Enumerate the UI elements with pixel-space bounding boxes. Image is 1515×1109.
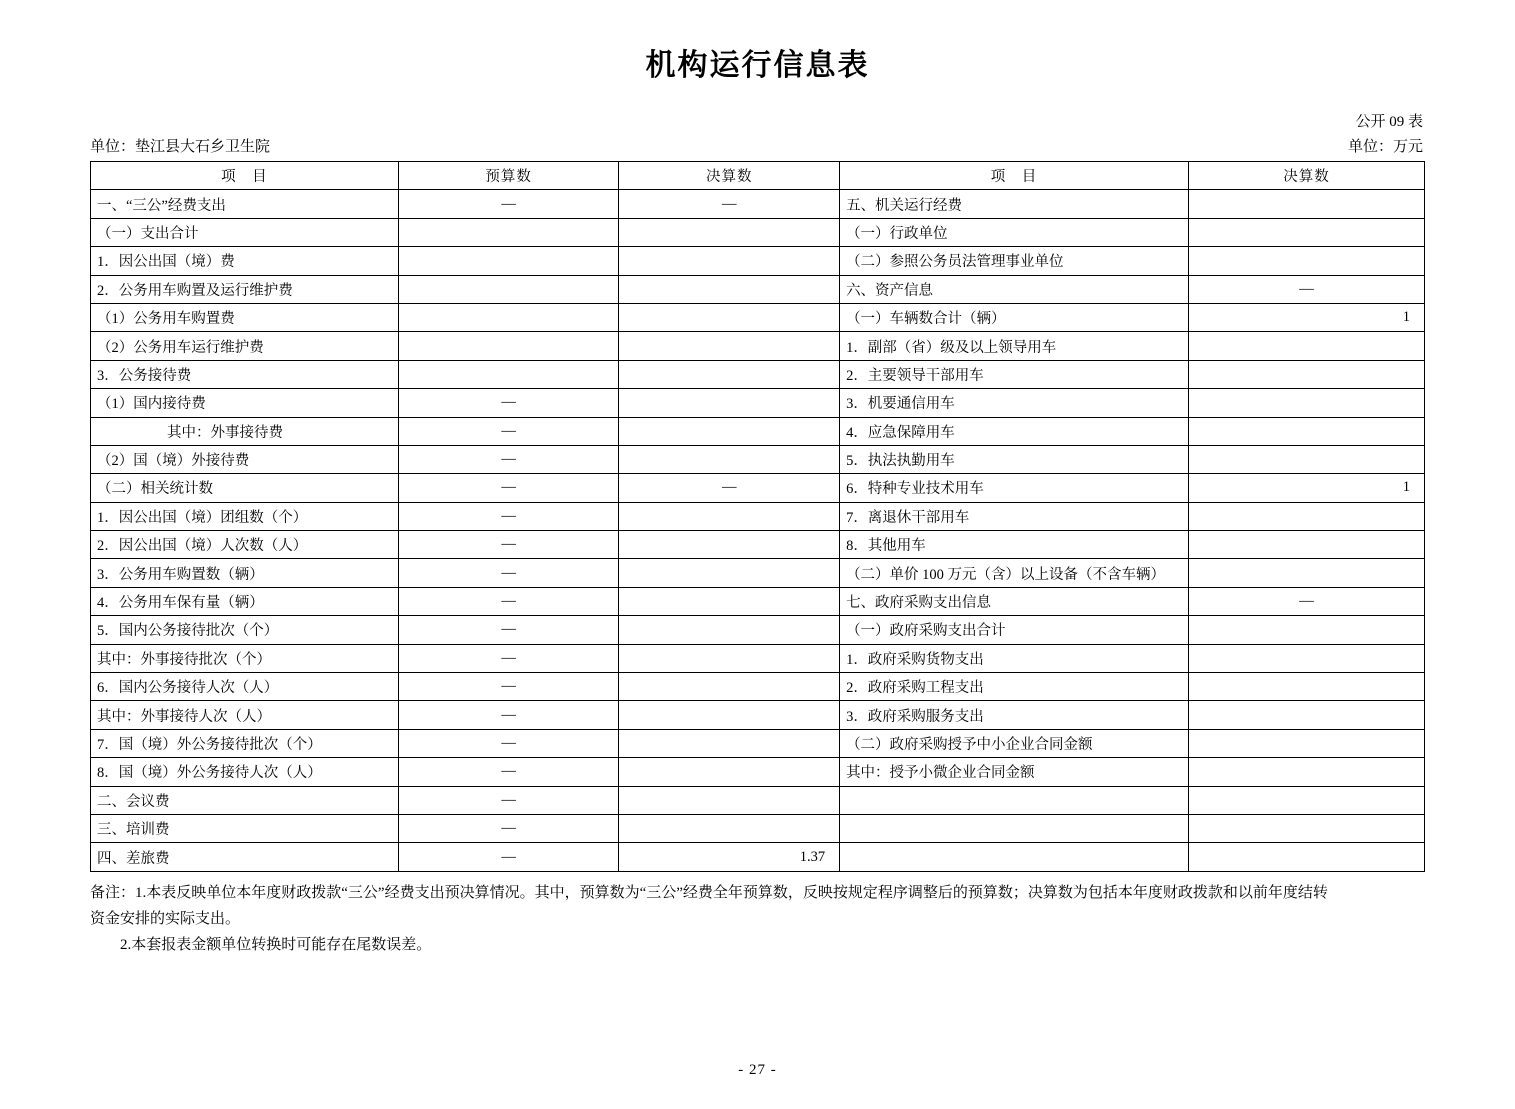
page-title: 机构运行信息表 <box>645 49 870 82</box>
row-label-left: （1）国内接待费 <box>91 389 399 417</box>
row-label-left: （一）支出合计 <box>91 218 399 246</box>
row-final-value <box>619 616 840 644</box>
table-row <box>91 332 1425 360</box>
row-budget-value: — <box>398 701 619 729</box>
row-final-value: 1.37 <box>619 843 840 871</box>
header-cell-项目-left: 项 目 <box>91 162 399 190</box>
row-budget-value: — <box>398 673 619 701</box>
row-right-final-value <box>1188 502 1424 530</box>
row-label-right: 4．应急保障用车 <box>840 417 1189 445</box>
row-budget-value: — <box>398 786 619 814</box>
row-right-final-value <box>1188 360 1424 388</box>
row-label-left: （1）公务用车购置费 <box>91 303 399 331</box>
table-notes <box>90 880 1425 959</box>
row-right-final-value: — <box>1188 587 1424 615</box>
row-right-final-value: — <box>1188 275 1424 303</box>
row-label-right: 1．政府采购货物支出 <box>840 644 1189 672</box>
table-row <box>91 531 1425 559</box>
row-final-value <box>619 389 840 417</box>
table-header-row <box>91 162 1425 190</box>
row-right-final-value <box>1188 332 1424 360</box>
row-label-right: （二）政府采购授予中小企业合同金额 <box>840 729 1189 757</box>
table-row <box>91 644 1425 672</box>
row-right-final-value: 1 <box>1188 303 1424 331</box>
table-row <box>91 502 1425 530</box>
row-label-left: 其中：外事接待人次（人） <box>91 701 399 729</box>
row-label-left: 2．公务用车购置及运行维护费 <box>91 275 399 303</box>
row-budget-value <box>398 247 619 275</box>
row-label-left: 四、差旅费 <box>91 843 399 871</box>
row-budget-value: — <box>398 729 619 757</box>
row-label-right <box>840 786 1189 814</box>
form-number: 公开 09 表 <box>1355 114 1423 130</box>
header-cell-项目-right: 项 目 <box>840 162 1189 190</box>
row-budget-value: — <box>398 559 619 587</box>
currency-unit: 单位：万元 <box>1347 139 1423 155</box>
table-row <box>91 275 1425 303</box>
row-label-right: （一）行政单位 <box>840 218 1189 246</box>
row-label-right: （二）单价 100 万元（含）以上设备（不含车辆） <box>840 559 1189 587</box>
table-row <box>91 474 1425 502</box>
row-budget-value <box>398 275 619 303</box>
row-label-left: 8．国（境）外公务接待人次（人） <box>91 758 399 786</box>
row-label-right: 5．执法执勤用车 <box>840 445 1189 473</box>
row-final-value <box>619 417 840 445</box>
row-final-value <box>619 673 840 701</box>
row-label-left: 一、“三公”经费支出 <box>91 190 399 218</box>
note-line-1: 备注：1.本表反映单位本年度财政拨款“三公”经费支出预决算情况。其中，预算数为“三公”经费全年预算数，反映按规定程序调整后的预算数；决算数为包括本年度财政拨款和以前年度结转 <box>90 884 1328 901</box>
row-budget-value <box>398 360 619 388</box>
row-budget-value: — <box>398 587 619 615</box>
row-final-value <box>619 275 840 303</box>
row-right-final-value <box>1188 190 1424 218</box>
row-label-left: 7．国（境）外公务接待批次（个） <box>91 729 399 757</box>
row-label-right: 2．政府采购工程支出 <box>840 673 1189 701</box>
table-row <box>91 814 1425 842</box>
row-right-final-value <box>1188 417 1424 445</box>
row-label-right: 8．其他用车 <box>840 531 1189 559</box>
row-final-value <box>619 814 840 842</box>
row-label-left: （2）国（境）外接待费 <box>91 445 399 473</box>
row-budget-value <box>398 218 619 246</box>
row-label-right: （一）车辆数合计（辆） <box>840 303 1189 331</box>
row-final-value <box>619 445 840 473</box>
row-final-value <box>619 332 840 360</box>
row-final-value <box>619 502 840 530</box>
row-label-right: 五、机关运行经费 <box>840 190 1189 218</box>
meta-row <box>90 135 1425 156</box>
operation-info-table <box>90 161 1425 872</box>
document-page <box>0 40 1515 1109</box>
note-line-2: 资金安排的实际支出。 <box>90 911 241 928</box>
row-final-value: — <box>619 474 840 502</box>
page-number: - 27 - <box>738 1062 777 1078</box>
row-label-left: 1．因公出国（境）费 <box>91 247 399 275</box>
row-label-right: 3．政府采购服务支出 <box>840 701 1189 729</box>
row-right-final-value <box>1188 218 1424 246</box>
row-label-right <box>840 843 1189 871</box>
row-label-right: 2．主要领导干部用车 <box>840 360 1189 388</box>
row-label-left: 2．因公出国（境）人次数（人） <box>91 531 399 559</box>
row-final-value <box>619 247 840 275</box>
row-right-final-value <box>1188 758 1424 786</box>
table-row <box>91 389 1425 417</box>
row-label-right: （一）政府采购支出合计 <box>840 616 1189 644</box>
row-right-final-value: 1 <box>1188 474 1424 502</box>
row-budget-value: — <box>398 445 619 473</box>
table-row <box>91 786 1425 814</box>
table-row <box>91 218 1425 246</box>
row-final-value <box>619 758 840 786</box>
row-right-final-value <box>1188 531 1424 559</box>
row-final-value: — <box>619 190 840 218</box>
row-budget-value: — <box>398 814 619 842</box>
row-budget-value: — <box>398 758 619 786</box>
row-label-left: 二、会议费 <box>91 786 399 814</box>
row-label-right: 七、政府采购支出信息 <box>840 587 1189 615</box>
table-row <box>91 445 1425 473</box>
row-right-final-value <box>1188 389 1424 417</box>
row-budget-value: — <box>398 417 619 445</box>
table-row <box>91 587 1425 615</box>
row-label-left: （2）公务用车运行维护费 <box>91 332 399 360</box>
table-row <box>91 701 1425 729</box>
row-label-right: 六、资产信息 <box>840 275 1189 303</box>
table-row <box>91 417 1425 445</box>
row-right-final-value <box>1188 616 1424 644</box>
row-label-right: 其中：授予小微企业合同金额 <box>840 758 1189 786</box>
row-label-right <box>840 814 1189 842</box>
header-cell-决算数-right: 决算数 <box>1188 162 1424 190</box>
row-label-left: 5．国内公务接待批次（个） <box>91 616 399 644</box>
row-right-final-value <box>1188 843 1424 871</box>
row-final-value <box>619 303 840 331</box>
row-budget-value <box>398 303 619 331</box>
row-budget-value: — <box>398 843 619 871</box>
table-row <box>91 843 1425 871</box>
row-label-left: 其中：外事接待批次（个） <box>91 644 399 672</box>
row-label-left: 3．公务用车购置数（辆） <box>91 559 399 587</box>
row-label-left: 4．公务用车保有量（辆） <box>91 587 399 615</box>
row-final-value <box>619 587 840 615</box>
row-right-final-value <box>1188 644 1424 672</box>
row-right-final-value <box>1188 814 1424 842</box>
row-budget-value: — <box>398 644 619 672</box>
row-label-left: 其中：外事接待费 <box>91 417 399 445</box>
unit-name: 单位：垫江县大石乡卫生院 <box>90 139 271 155</box>
table-row <box>91 360 1425 388</box>
row-budget-value: — <box>398 502 619 530</box>
table-body <box>91 162 1425 872</box>
row-budget-value: — <box>398 389 619 417</box>
row-final-value <box>619 729 840 757</box>
table-row <box>91 673 1425 701</box>
table-row <box>91 729 1425 757</box>
table-row <box>91 559 1425 587</box>
row-final-value <box>619 644 840 672</box>
row-final-value <box>619 701 840 729</box>
row-label-left: 6．国内公务接待人次（人） <box>91 673 399 701</box>
row-budget-value: — <box>398 616 619 644</box>
row-right-final-value <box>1188 559 1424 587</box>
table-row <box>91 190 1425 218</box>
row-final-value <box>619 218 840 246</box>
header-cell-预算数: 预算数 <box>398 162 619 190</box>
note-line-3: 2.本套报表金额单位转换时可能存在尾数误差。 <box>120 937 432 954</box>
row-budget-value: — <box>398 190 619 218</box>
row-label-left: 三、培训费 <box>91 814 399 842</box>
row-right-final-value <box>1188 445 1424 473</box>
row-right-final-value <box>1188 673 1424 701</box>
row-label-left: （二）相关统计数 <box>91 474 399 502</box>
row-right-final-value <box>1188 729 1424 757</box>
row-label-left: 1．因公出国（境）团组数（个） <box>91 502 399 530</box>
row-final-value <box>619 559 840 587</box>
row-label-left: 3．公务接待费 <box>91 360 399 388</box>
row-budget-value: — <box>398 474 619 502</box>
row-final-value <box>619 360 840 388</box>
row-budget-value: — <box>398 531 619 559</box>
row-final-value <box>619 531 840 559</box>
row-label-right: 1．副部（省）级及以上领导用车 <box>840 332 1189 360</box>
row-right-final-value <box>1188 786 1424 814</box>
table-row <box>91 758 1425 786</box>
row-label-right: 6．特种专业技术用车 <box>840 474 1189 502</box>
row-right-final-value <box>1188 701 1424 729</box>
table-row <box>91 616 1425 644</box>
row-label-right: （二）参照公务员法管理事业单位 <box>840 247 1189 275</box>
header-cell-决算数-left: 决算数 <box>619 162 840 190</box>
table-row <box>91 303 1425 331</box>
row-final-value <box>619 786 840 814</box>
row-label-right: 7．离退休干部用车 <box>840 502 1189 530</box>
row-right-final-value <box>1188 247 1424 275</box>
row-label-right: 3．机要通信用车 <box>840 389 1189 417</box>
row-budget-value <box>398 332 619 360</box>
table-row <box>91 247 1425 275</box>
